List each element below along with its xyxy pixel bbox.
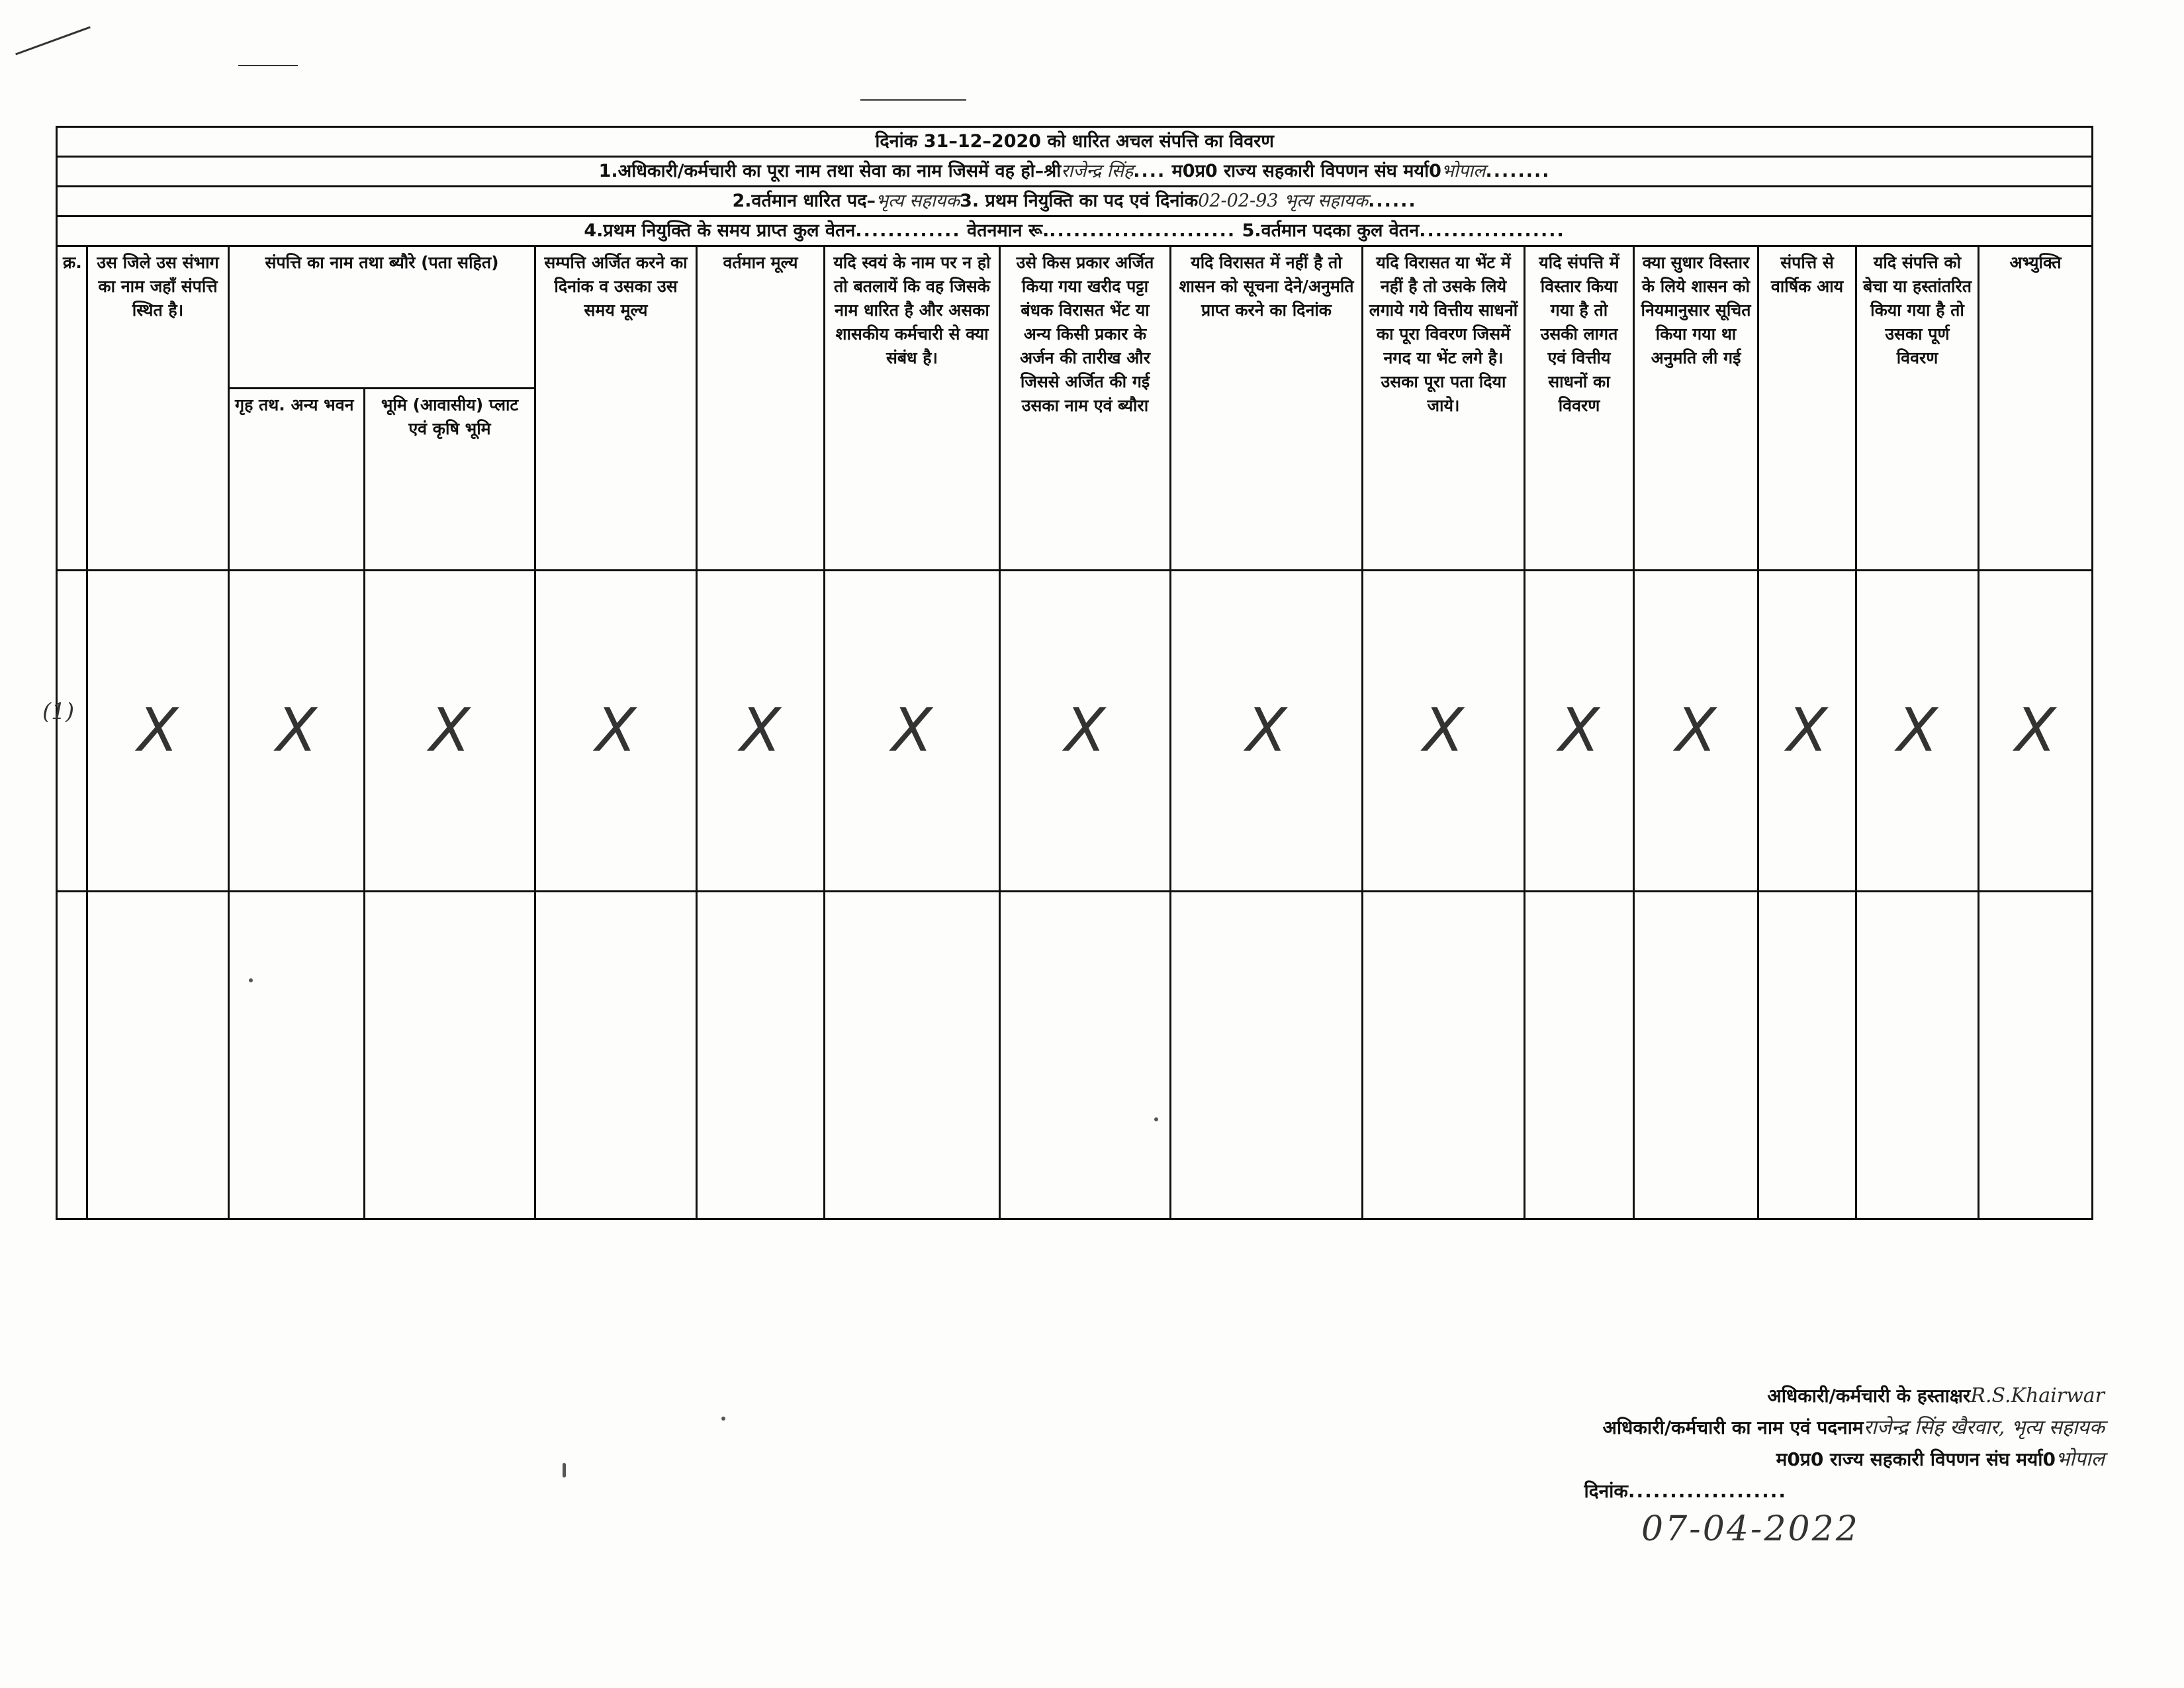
line4-dots: ............. bbox=[855, 220, 961, 241]
cell-mark: X bbox=[1856, 571, 1979, 892]
scan-line bbox=[15, 26, 91, 56]
line3-dots: ...... bbox=[1368, 191, 1417, 211]
line1-dots: .... bbox=[1133, 161, 1166, 181]
col-district: उस जिले उस संभाग का नाम जहाँ संपत्ति स्थित है। bbox=[87, 246, 229, 571]
line1-dots-2: ........ bbox=[1485, 161, 1551, 181]
table-row bbox=[57, 571, 2093, 892]
cell-mark: X bbox=[87, 571, 229, 892]
cell-mark: X bbox=[365, 571, 535, 892]
scan-line bbox=[238, 65, 298, 66]
property-return-table bbox=[56, 126, 2093, 1220]
line1-name: राजेन्द्र सिंह bbox=[1061, 161, 1134, 181]
line4-label: 4.प्रथम नियुक्ति के समय प्राप्त कुल वेतन bbox=[584, 220, 856, 241]
cell-mark: X bbox=[1363, 571, 1525, 892]
line4-pay-label: वेतनमान रू. bbox=[967, 220, 1050, 241]
col-holder: यदि स्वयं के नाम पर न हो तो बतलायें कि वह जिसके नाम धारित है और असका शासकीय कर्मचारी से क्या संबंध है। bbox=[825, 246, 1000, 571]
date-label: दिनांक bbox=[1584, 1480, 1628, 1502]
col-permission-date: यदि विरासत में नहीं है तो शासन को सूचना देने/अनुमति प्राप्त करने का दिनांक bbox=[1171, 246, 1363, 571]
col-income: संपत्ति से वार्षिक आय bbox=[1758, 246, 1856, 571]
name-value: राजेन्द्र सिंह खैरवार, भृत्य सहायक bbox=[1863, 1416, 2105, 1439]
cell-mark: X bbox=[697, 571, 825, 892]
col-acquired-date: सम्पत्ति अर्जित करने का दिनांक व उसका उस समय मूल्य bbox=[535, 246, 697, 571]
cell-mark: X bbox=[1758, 571, 1856, 892]
scan-speck bbox=[1154, 1117, 1158, 1121]
scan-speck bbox=[721, 1417, 725, 1421]
signature-date: 07-04-2022 bbox=[1641, 1509, 1860, 1549]
line3-label: 3. प्रथम नियुक्ति का पद एवं दिनांक bbox=[960, 191, 1199, 211]
cell-mark: X bbox=[825, 571, 1000, 892]
table-row bbox=[57, 892, 2093, 1219]
name-label: अधिकारी/कर्मचारी का नाम एवं पदनाम bbox=[1602, 1417, 1864, 1438]
col-improvement: क्या सुधार विस्तार के लिये शासन को नियमानुसार सूचित किया गया था अनुमति ली गई bbox=[1634, 246, 1758, 571]
post-line bbox=[57, 187, 2093, 216]
cell-mark: X bbox=[1525, 571, 1634, 892]
signature-value: R.S.Khairwar bbox=[1970, 1384, 2105, 1407]
cell-serial bbox=[57, 571, 87, 892]
col-acquisition-mode: उसे किस प्रकार अर्जित किया गया खरीद पट्टा बंधक विरासत भेंट या अन्य किसी प्रकार के अर्जन की तारीख और जिससे अर्जित की गई उसका नाम एवं ब्यौरा bbox=[1000, 246, 1171, 571]
signature-label: अधिकारी/कर्मचारी के हस्ताक्षर bbox=[1767, 1385, 1971, 1407]
org-label: म0प्र0 राज्य सहकारी विपणन संघ मर्या0 bbox=[1776, 1448, 2056, 1470]
form-title: दिनांक 31–12–2020 को धारित अचल संपत्ति का विवरण bbox=[57, 127, 2093, 157]
name-designation-line bbox=[1310, 1412, 2105, 1444]
signature-line bbox=[1310, 1380, 2105, 1412]
cell-mark: X bbox=[1171, 571, 1363, 892]
line2-post: भृत्य सहायक bbox=[876, 191, 960, 211]
cell-mark: X bbox=[535, 571, 697, 892]
col-financing: यदि विरासत या भेंट में नहीं है तो उसके लिये लगाये गये वित्तीय साधनों का पूरा विवरण जिसमें नगद या भेंट लगे है। उसका पूरा पता दिया जाये। bbox=[1363, 246, 1525, 571]
date-dots: ................... bbox=[1627, 1480, 1787, 1502]
subcol-land: भूमि (आवासीय) प्लाट एवं कृषि भूमि bbox=[365, 389, 535, 571]
employee-name-line bbox=[57, 157, 2093, 187]
line1-label: 1.अधिकारी/कर्मचारी का पूरा नाम तथा सेवा का नाम जिसमें वह हो–श्री bbox=[598, 161, 1062, 181]
col-transfer: यदि संपत्ति को बेचा या हस्तांतरित किया गया है तो उसका पूर्ण विवरण bbox=[1856, 246, 1979, 571]
date-line bbox=[1310, 1476, 2105, 1507]
line4-pay-dots: ....................... bbox=[1049, 220, 1236, 241]
col-property: संपत्ति का नाम तथा ब्यौरे (पता सहित) bbox=[229, 246, 535, 389]
line5-label: 5.वर्तमान पदका कुल वेतन bbox=[1242, 220, 1420, 241]
line1-org: म0प्र0 राज्य सहकारी विपणन संघ मर्या0 bbox=[1171, 161, 1441, 181]
cell-mark: X bbox=[1000, 571, 1171, 892]
salary-line bbox=[57, 216, 2093, 246]
col-extension: यदि संपत्ति में विस्तार किया गया है तो उसकी लागत एवं वित्तीय साधनों का विवरण bbox=[1525, 246, 1634, 571]
line1-city: भोपाल bbox=[1441, 161, 1486, 181]
scan-speck bbox=[563, 1463, 566, 1477]
line3-value: 02-02-93 भृत्य सहायक bbox=[1198, 191, 1369, 211]
org-value: भोपाल bbox=[2055, 1448, 2105, 1471]
row-number: (1) bbox=[42, 698, 75, 725]
cell-mark: X bbox=[1634, 571, 1758, 892]
subcol-house: गृह तथ. अन्य भवन bbox=[229, 389, 365, 571]
scan-speck bbox=[249, 978, 253, 982]
line2-label: 2.वर्तमान धारित पद– bbox=[732, 191, 876, 211]
signature-block bbox=[1310, 1380, 2105, 1507]
cell-mark: X bbox=[229, 571, 365, 892]
cell-mark: X bbox=[1979, 571, 2093, 892]
organisation-line bbox=[1310, 1444, 2105, 1476]
col-current-value: वर्तमान मूल्य bbox=[697, 246, 825, 571]
col-remarks: अभ्युक्ति bbox=[1979, 246, 2093, 571]
line5-dots: .................. bbox=[1419, 220, 1565, 241]
scan-line bbox=[860, 99, 966, 101]
col-serial: क्र. bbox=[57, 246, 87, 571]
